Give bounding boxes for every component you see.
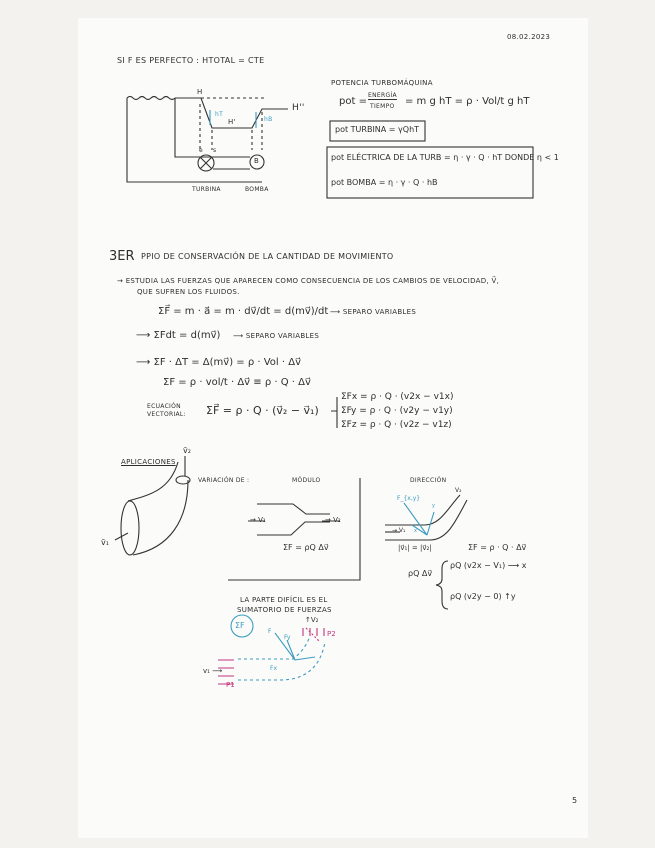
- sum-forces-circle: ΣF: [235, 621, 245, 630]
- label-H1: H': [228, 118, 236, 126]
- dir-v2: V₂: [455, 487, 462, 494]
- component-z: ΣFz = ρ · Q · (v2z − v1z): [341, 420, 452, 430]
- eq-newton: ΣF⃗ = m · a⃗ = m · dv⃗/dt = d(mv⃗)/dt: [158, 306, 329, 317]
- eq1-note: ⟶ SEPARO VARIABLES: [330, 308, 417, 316]
- modulo-v1: → V₁: [250, 516, 266, 524]
- pipe-drawing: [115, 456, 190, 555]
- variacion-label: VARIACIÓN DE :: [198, 477, 250, 484]
- section-title: PPIO DE CONSERVACIÓN DE LA CANTIDAD DE MOVIMIENTO: [141, 252, 394, 261]
- pot-formula-left: pot =: [339, 96, 367, 107]
- dir-v1: → V₁: [392, 527, 406, 534]
- dir-brace-x: ρQ (v2x − V₁) ⟶ x: [450, 561, 527, 570]
- vector-label-1: ECUACIÓN: [147, 403, 181, 410]
- pipe-v1: v̄₁: [101, 538, 109, 547]
- eq-flow: ΣF = ρ · vol/t · Δv⃗ ≡ ρ · Q · Δv⃗: [163, 377, 311, 388]
- pump-symbol: B: [254, 157, 260, 165]
- section-desc-2: QUE SUFREN LOS FLUIDOS.: [137, 288, 240, 296]
- eq-impulse: ⟶ ΣFdt = d(mv⃗): [136, 330, 221, 341]
- dir-brace-y: ρQ (v2y − 0) ↑y: [450, 592, 516, 601]
- direccion-label: DIRECCIÓN: [410, 477, 447, 484]
- modulo-label: MÓDULO: [292, 477, 321, 484]
- section-desc-1: → ESTUDIA LAS FUERZAS QUE APARECEN COMO CONSECUENCIA DE LOS CAMBIOS DE VELOCIDAD, V⃗,: [117, 277, 500, 285]
- label-turbina: TURBINA: [192, 186, 221, 193]
- dir-force-label: F_{x,y}: [397, 495, 421, 502]
- dir-x: x: [414, 528, 417, 534]
- eq-momentum: ⟶ ΣF · ΔT = Δ(mv⃗) = ρ · Vol · Δv⃗: [136, 357, 301, 368]
- bottom-F: F: [268, 628, 272, 635]
- modulo-equation: ΣF = ρQ Δv⃗: [283, 543, 329, 552]
- label-H: H: [197, 88, 203, 96]
- component-x: ΣFx = ρ · Q · (v2x − v1x): [341, 392, 454, 402]
- pot-bomba: pot BOMBA = η · γ · Q · hB: [331, 178, 438, 187]
- vector-equation: ΣF⃗ = ρ · Q · (v⃗₂ − v⃗₁): [206, 404, 319, 417]
- label-s: s: [213, 147, 217, 154]
- label-H2: H'': [292, 103, 305, 113]
- section-number: 3ER: [109, 249, 135, 264]
- bottom-v2: ↑V₂: [305, 616, 319, 624]
- pot-denominator: TIEMPO: [370, 103, 395, 110]
- label-hT: hT: [215, 111, 224, 118]
- dir-brace-left: ρQ Δv⃗: [408, 569, 433, 578]
- potencia-title: POTENCIA TURBOMÁQUINA: [331, 79, 433, 87]
- heading-perfect-fluid: SI F ES PERFECTO : HTOTAL = CTE: [117, 56, 265, 65]
- vector-label-2: VECTORIAL:: [147, 411, 186, 418]
- label-e: e: [199, 147, 203, 154]
- pipe-v2: v̄₂: [183, 446, 191, 455]
- modulo-v2: → V₂: [325, 516, 341, 524]
- bottom-P1: P1: [226, 681, 235, 689]
- component-y: ΣFy = ρ · Q · (v2y − v1y): [341, 406, 453, 416]
- bottom-Fy: Fy: [284, 634, 291, 641]
- hard-part-line-2: SUMATORIO DE FUERZAS: [237, 606, 332, 614]
- dir-magnitude: |v⃗₁| = |v⃗₂|: [398, 544, 432, 552]
- page-number: 5: [572, 796, 578, 805]
- label-bomba: BOMBA: [245, 186, 269, 193]
- label-hB: hB: [264, 116, 273, 123]
- hard-part-line-1: LA PARTE DIFÍCIL ES EL: [240, 596, 328, 604]
- bottom-v1: v₁ ⟶: [203, 667, 223, 675]
- applications-title: APLICACIONES: [121, 458, 176, 466]
- date: 08.02.2023: [507, 33, 551, 41]
- dir-y: y: [432, 503, 435, 509]
- pot-turbina: pot TURBINA = γQhT: [335, 125, 420, 134]
- bottom-Fx: Fx: [270, 665, 278, 672]
- dir-equation: ΣF = ρ · Q · Δv⃗: [468, 543, 527, 552]
- bottom-P2: P2: [327, 630, 336, 638]
- pot-electrica: pot ELÉCTRICA DE LA TURB = η · γ · Q · hT DONDE η < 1: [331, 153, 559, 162]
- pot-formula-right: = m g hT = ρ · Vol/t g hT: [405, 96, 530, 107]
- eq2-note: ⟶ SEPARO VARIABLES: [233, 332, 320, 340]
- reservoir-diagram: [127, 97, 288, 183]
- pot-numerator: ENERGÍA: [368, 92, 397, 99]
